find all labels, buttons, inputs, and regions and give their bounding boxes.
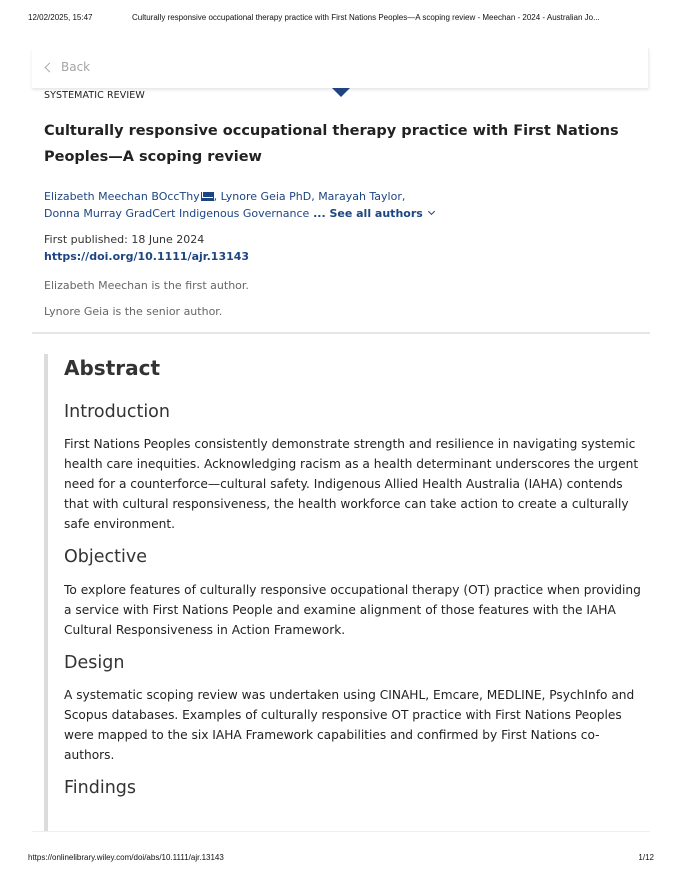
author-link[interactable]: , Lynore Geia PhD, Marayah Taylor,: [213, 190, 406, 203]
author-note: Elizabeth Meechan is the first author.: [44, 279, 249, 292]
chevron-left-icon: [45, 63, 55, 73]
section-heading: Findings: [64, 778, 137, 798]
section-body: First Nations Peoples consistently demonstrate strength and resilience in navigating systemic health care inequities. Acknowledging racism as a health determinant underscores the urgent need for a counterforce—cultural safety. Indigenous Allied Health Australia (IAHA) contends that with cultural responsiveness, the health workforce can take action to create a culturally safe environment.: [64, 437, 639, 531]
abstract-section: [44, 354, 652, 832]
author-link[interactable]: Elizabeth Meechan BOccThy: [44, 190, 200, 203]
chevron-down-icon[interactable]: [428, 208, 435, 215]
first-published: First published: 18 June 2024: [44, 233, 205, 246]
section-body: A systematic scoping review was undertaken using CINAHL, Emcare, MEDLINE, PsychInfo and Scopus databases. Examples of culturally responsive OT practice with First Nations Peoples were mapped to the six IAHA Framework capabilities and confirmed by First Nations co-authors.: [64, 688, 635, 762]
author-link[interactable]: Donna Murray GradCert Indigenous Governance: [44, 207, 310, 220]
author-list: [44, 188, 644, 222]
see-all-authors-button[interactable]: ... See all authors: [309, 207, 423, 220]
print-datetime: 12/02/2025, 15:47: [28, 13, 93, 22]
print-url: https://onlinelibrary.wiley.com/doi/abs/10.1111/ajr.13143: [28, 853, 224, 862]
article-title: Culturally responsive occupational therapy practice with First Nations Peoples—A scoping review: [44, 123, 619, 165]
abstract-heading: Abstract: [64, 356, 161, 380]
section-heading: Introduction: [64, 402, 170, 422]
print-page-title: Culturally responsive occupational therapy practice with First Nations Peoples—A scoping review - Meechan - 2024 - Australian Jo...: [132, 13, 600, 22]
section-heading: Objective: [64, 547, 147, 567]
author-note: Lynore Geia is the senior author.: [44, 305, 223, 318]
page-number: 1/12: [638, 853, 654, 862]
back-label: Back: [61, 60, 91, 74]
divider: [32, 332, 650, 334]
section-heading: Design: [64, 653, 125, 673]
mail-icon[interactable]: [201, 192, 214, 201]
back-bar: [32, 48, 649, 88]
back-button[interactable]: [46, 60, 90, 74]
doi-link[interactable]: https://doi.org/10.1111/ajr.13143: [44, 250, 250, 263]
caret-down-icon: [332, 88, 350, 97]
divider: [32, 831, 650, 832]
section-body: To explore features of culturally responsive occupational therapy (OT) practice when providing a service with First Nations People and examine alignment of those features with the IAHA Cultural Responsiveness in Action Framework.: [64, 583, 641, 637]
article-type: SYSTEMATIC REVIEW: [44, 90, 145, 101]
